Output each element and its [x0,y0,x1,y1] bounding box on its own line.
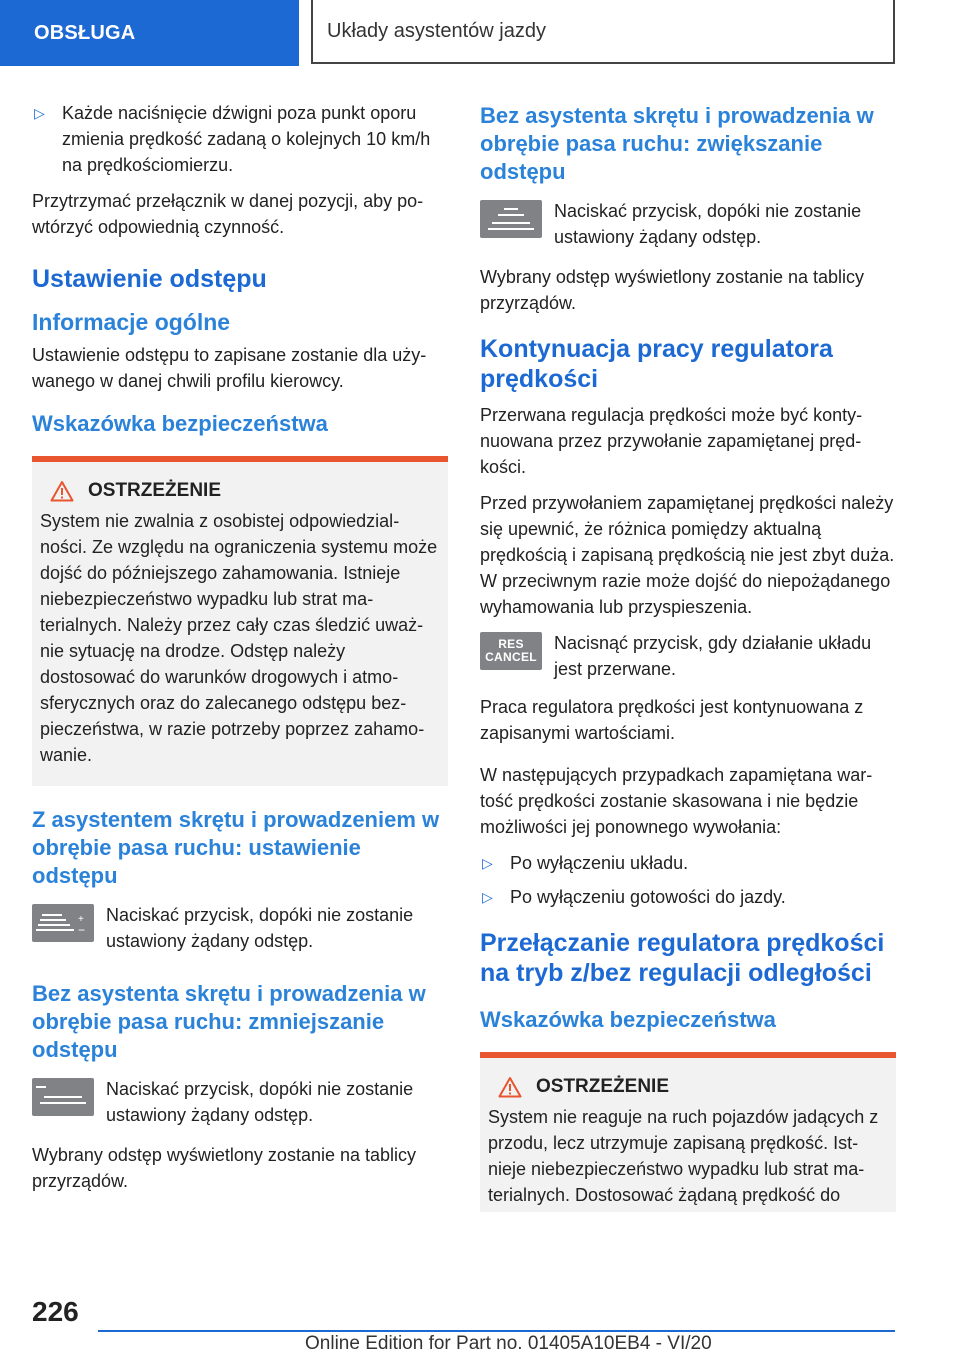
list-item: ▷ Po wyłączeniu układu. [480,850,896,876]
triangle-bullet-icon: ▷ [482,855,493,871]
paragraph: Wybrany odstęp wyświetlony zostanie na tablicy przyrządów. [480,267,865,313]
distance-minus-icon [32,1078,94,1116]
paragraph: Przed przywołaniem zapamiętanej prędkości należy się upewnić, że różnica pomiędzy aktualną prędkością i zapisaną prędkością nie jest zbyt duża. W przeciwnym razie może dojść do niepożądanego wyhamowania lub przyspieszenia. [480,493,895,617]
chapter-title: Układy asystentów jazdy [311,0,895,64]
button-instruction: Naciskać przycisk, dopóki nie zostanie ustawiony żądany odstęp. [32,1076,448,1128]
warning-triangle-icon [50,480,74,502]
button-instruction: + − Naciskać przycisk, dopóki nie zostanie ustawiony żądany odstęp. [32,902,448,954]
warning-title: OSTRZEŻENIE [488,1076,888,1098]
edition-note: Online Edition for Part no. 01405A10EB4 - VI/20 [305,1333,712,1354]
button-instruction: Naciskać przycisk, dopóki nie zostanie ustawiony żądany odstęp. [480,198,896,250]
footer-divider [98,1330,895,1332]
section-tab: OBSŁUGA [0,0,299,66]
page-number: 226 [32,1296,79,1327]
heading-safety: Wskazówka bezpieczeństwa [480,1007,776,1032]
paragraph: Wybrany odstęp wyświetlony zostanie na tablicy przyrządów. [32,1145,417,1191]
page-header [0,0,960,66]
warning-title: OSTRZEŻENIE [40,480,440,502]
heading-increase-distance: Bez asystenta skrętu i prowadzenia w obrębie pasa ruchu: zwiększanie odstępu [480,103,874,184]
paragraph: Ustawienie odstępu to zapisane zostanie dla używanego w danej chwili profilu kierowcy. [32,345,427,391]
heading-safety: Wskazówka bezpieczeństwa [32,411,328,436]
list-item: ▷ Każde naciśnięcie dźwigni poza punkt oporu zmienia prędkość zadaną o kolejnych 10 km/h na prędkościomierzu. [32,100,448,178]
heading-decrease-distance: Bez asystenta skrętu i prowadzenia w obrębie pasa ruchu: zmniejszanie odstępu [32,981,426,1062]
warning-box [480,1052,896,1212]
left-column [32,100,448,1204]
heading-distance-setting: Ustawienie odstępu [32,265,267,293]
paragraph: Przytrzymać przełącznik w danej pozycji, aby powtórzyć odpowiednią czynność. [32,191,424,237]
paragraph: W następujących przypadkach zapamiętana wartość prędkości zostanie skasowana i nie będzie możliwości jej ponownego wywołania: [480,765,873,837]
triangle-bullet-icon: ▷ [34,105,45,121]
distance-increase-icon [480,200,542,238]
warning-text: System nie reaguje na ruch pojazdów jadących z przodu, lecz utrzymuje zapisaną prędkość. Istnieje niebezpieczeństwo wypadku lub strat materialnych. Dostosować żądaną prędkość do [488,1107,879,1205]
right-column [480,100,896,1232]
paragraph: Praca regulatora prędkości jest kontynuowana z zapisanymi wartościami. [480,697,864,743]
bullet-list [32,100,448,178]
warning-triangle-icon [498,1076,522,1098]
triangle-bullet-icon: ▷ [482,889,493,905]
heading-general-info: Informacje ogólne [32,309,231,335]
heading-switch-mode: Przełączanie regulatora prędkości na tryb z/bez regulacji odległości [480,929,885,987]
heading-with-assist: Z asystentem skrętu i prowadzeniem w obrębie pasa ruchu: ustawienie odstępu [32,807,440,888]
svg-text:−: − [78,923,86,937]
distance-plus-icon [32,904,94,942]
bullet-list [480,850,896,910]
heading-continue-cruise: Kontynuacja pracy regulatora prędkości [480,335,833,393]
warning-box [32,456,448,786]
res-cancel-icon: RES CANCEL [480,632,542,670]
warning-text: System nie zwalnia z osobistej odpowiedzialności. Ze względu na ograniczenia systemu może dojść do późniejszego zahamowania. Istnieje niebezpieczeństwo wypadku lub strat materialnych. Należy przez cały czas śledzić uważnie sytuację na drodze. Odstęp należy dostosować do warunków drogowych i atmosferycznych oraz do zalecanego odstępu bezpieczeństwa, w razie potrzeby poprzez zahamowanie. [40,511,438,765]
list-item: ▷ Po wyłączeniu gotowości do jazdy. [480,884,896,910]
paragraph: Przerwana regulacja prędkości może być kontynuowana przez przywołanie zapamiętanej prędkości. [480,405,863,477]
button-instruction: RES CANCEL Nacisnąć przycisk, gdy działanie układu jest przerwane. [480,630,896,682]
svg-text:+: + [78,914,84,925]
